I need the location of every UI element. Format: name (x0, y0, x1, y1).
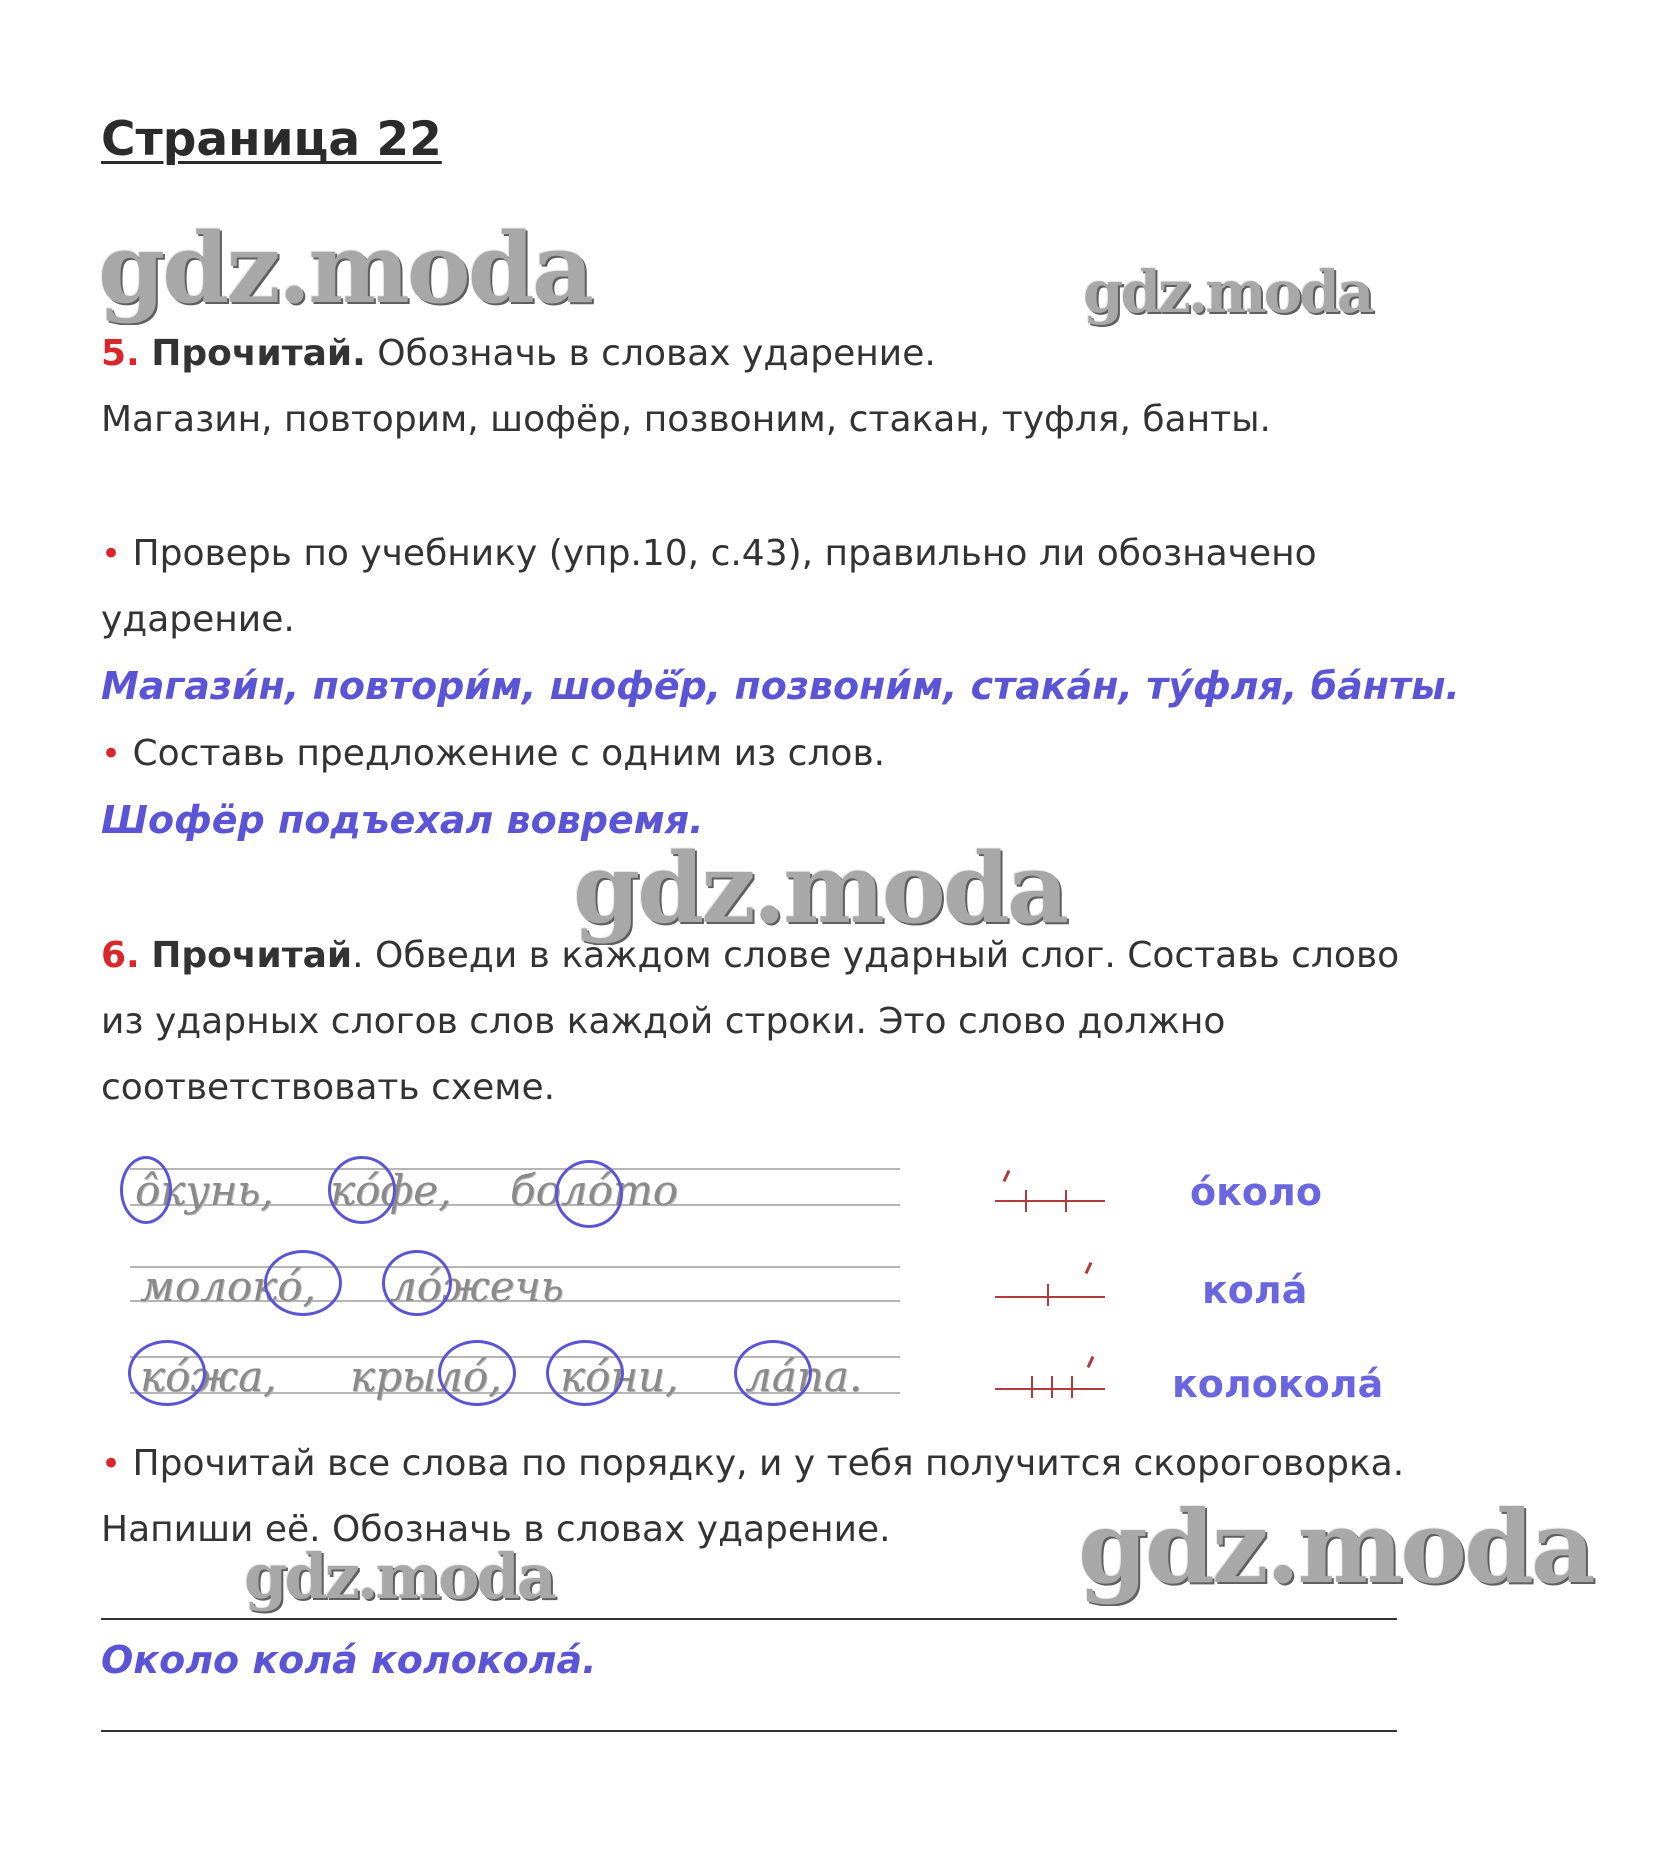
task6-instruction-3: соответствовать схеме. (101, 1067, 556, 1108)
watermark: gdz.moda (1078, 1488, 1593, 1606)
task6-read-all-text: Прочитай все слова по порядку, и у тебя получится скороговорка. (132, 1443, 1405, 1484)
stress-mark (1087, 1356, 1095, 1368)
answer-word: о́коло (1190, 1170, 1322, 1214)
hand-word: кóфе, (330, 1166, 452, 1215)
task5-check-cont: ударение. (101, 599, 295, 640)
stress-scheme (995, 1262, 1105, 1302)
hand-word: крылó, (350, 1352, 502, 1401)
task5-answer-words: Магази́н, повтори́м, шофё́р, позвони́м, стака́н, ту́фля, ба́нты. (101, 664, 1460, 708)
scheme-line (995, 1296, 1105, 1298)
scheme-line (995, 1388, 1105, 1390)
scheme-line (995, 1200, 1105, 1202)
page-title: Страница 22 (101, 112, 442, 167)
task5-heading (101, 332, 936, 376)
answer-line (101, 1618, 1397, 1620)
task6-heading (101, 934, 1399, 978)
task6-number: 6. (101, 935, 140, 976)
syllable-tick (1071, 1376, 1073, 1398)
stress-circle (438, 1340, 516, 1406)
task5-answer-sentence: Шофёр подъехал вовремя. (101, 798, 704, 842)
syllable-tick (1047, 1284, 1049, 1306)
hand-word: кóжа, (140, 1352, 277, 1401)
syllable-tick (1051, 1376, 1053, 1398)
task6-write: Напиши её. Обозначь в словах ударение. (101, 1509, 891, 1550)
task6-read-all (101, 1442, 1404, 1486)
task5-instruction: Обозначь в словах ударение. (365, 333, 936, 374)
hand-word: лáпа. (745, 1352, 863, 1401)
stress-circle (555, 1160, 623, 1228)
bullet-icon: • (101, 734, 122, 774)
stress-circle (546, 1340, 624, 1406)
stress-circle (120, 1156, 172, 1224)
stress-circle (382, 1250, 452, 1316)
watermark: gdz.moda (244, 1540, 554, 1613)
stress-scheme (995, 1170, 1105, 1210)
task6-tongue-twister: Около кола́ колокола́. (101, 1638, 597, 1682)
task5-compose (101, 732, 885, 776)
answer-line (101, 1730, 1397, 1732)
answer-word: кола́ (1202, 1268, 1308, 1312)
hand-word: ôкунь, (135, 1166, 274, 1215)
hand-word: молокó, (140, 1262, 316, 1311)
bullet-icon: • (101, 1444, 122, 1484)
task5-check (101, 532, 1317, 576)
task5-verb: Прочитай. (151, 333, 366, 374)
task5-compose-text: Составь предложение с одним из слов. (132, 733, 886, 774)
syllable-tick (1031, 1376, 1033, 1398)
answer-word: колокола́ (1172, 1362, 1384, 1406)
task5-words: Магазин, повторим, шофёр, позвоним, стакан, туфля, банты. (101, 399, 1271, 440)
stress-scheme (995, 1356, 1105, 1396)
stress-circle (734, 1340, 812, 1406)
syllable-tick (1065, 1190, 1067, 1212)
task6-instruction-1: . Обведи в каждом слове ударный слог. Составь слово (352, 935, 1400, 976)
stress-mark (1085, 1262, 1093, 1274)
bullet-icon: • (101, 534, 122, 574)
stress-circle (328, 1156, 396, 1224)
task6-verb: Прочитай (151, 935, 353, 976)
task6-instruction-2: из ударных слогов слов каждой строки. Это слово должно (101, 1001, 1226, 1042)
watermark: gdz.moda (1083, 258, 1372, 326)
stress-circle (128, 1340, 206, 1406)
task5-number: 5. (101, 333, 140, 374)
hand-word: кóни, (560, 1352, 679, 1401)
hand-word: болóто (510, 1166, 679, 1215)
stress-circle (264, 1250, 342, 1316)
watermark: gdz.moda (98, 212, 592, 325)
hand-word: лóжечь (390, 1262, 564, 1311)
task5-check-text: Проверь по учебнику (упр.10, с.43), правильно ли обозначено (132, 533, 1317, 574)
syllable-tick (1025, 1190, 1027, 1212)
stress-mark (1003, 1170, 1011, 1182)
watermark: gdz.moda (573, 832, 1067, 945)
